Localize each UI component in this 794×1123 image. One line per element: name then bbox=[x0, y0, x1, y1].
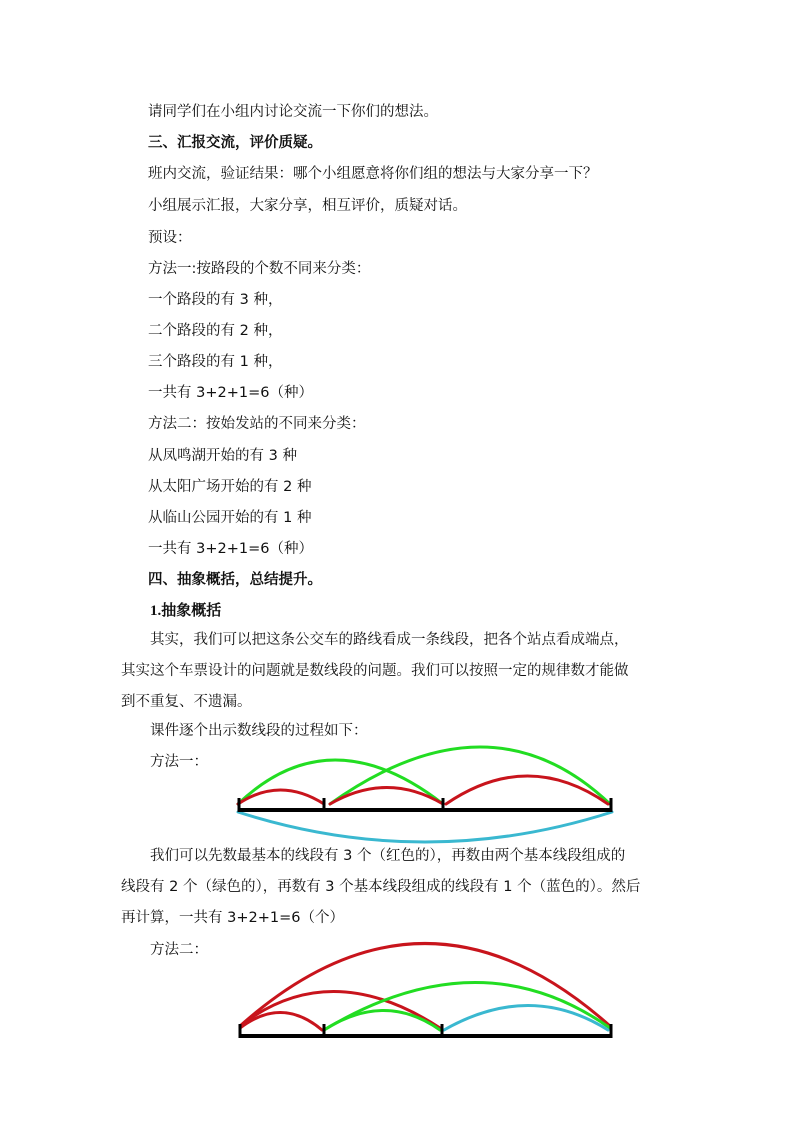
paragraph-explain-line1: 我们可以先数最基本的线段有 3 个（红色的），再数由两个基本线段组成的 bbox=[150, 848, 626, 864]
paragraph-explain-line2: 线段有 2 个（绿色的），再数有 3 个基本线段组成的线段有 1 个（蓝色的）。然后 bbox=[121, 879, 641, 895]
segment-diagram-method1 bbox=[230, 736, 620, 846]
method2-title: 方法二：按始发站的不同来分类： bbox=[148, 416, 366, 432]
arc-green-2 bbox=[330, 747, 610, 804]
method2-line2: 从太阳广场开始的有 2 种 bbox=[148, 479, 312, 495]
method2-line1: 从凤鸣湖开始的有 3 种 bbox=[148, 448, 297, 464]
method2-line3: 从临山公园开始的有 1 种 bbox=[148, 510, 312, 526]
figure1-label: 方法一： bbox=[150, 754, 208, 770]
method1-line1: 一个路段的有 3 种， bbox=[148, 292, 283, 308]
segment-diagram-method2 bbox=[230, 926, 620, 1046]
method1-line2: 二个路段的有 2 种， bbox=[148, 323, 283, 339]
subheading-abstract: 1.抽象概括 bbox=[150, 603, 222, 619]
paragraph-group-report: 小组展示汇报，大家分享，相互评价，质疑对话。 bbox=[148, 198, 467, 214]
paragraph-abstract-line1: 其实，我们可以把这条公交车的路线看成一条线段，把各个站点看成端点， bbox=[150, 632, 629, 648]
heading-summary: 四、抽象概括，总结提升。 bbox=[148, 572, 322, 588]
arc-red-3 bbox=[446, 776, 608, 804]
figure2-label: 方法二： bbox=[150, 942, 208, 958]
method1-total: 一共有 3+2+1=6（种） bbox=[148, 385, 313, 401]
paragraph-discuss: 请同学们在小组内讨论交流一下你们的想法。 bbox=[148, 104, 438, 120]
method1-line3: 三个路段的有 1 种， bbox=[148, 354, 283, 370]
method1-title: 方法一:按路段的个数不同来分类： bbox=[148, 261, 371, 277]
paragraph-courseware: 课件逐个出示数线段的过程如下： bbox=[150, 723, 368, 739]
paragraph-abstract-line3: 到不重复、不遗漏。 bbox=[121, 694, 252, 710]
method2-total: 一共有 3+2+1=6（种） bbox=[148, 541, 313, 557]
paragraph-class-exchange: 班内交流，验证结果：哪个小组愿意将你们组的想法与大家分享一下？ bbox=[148, 166, 598, 182]
paragraph-abstract-line2: 其实这个车票设计的问题就是数线段的问题。我们可以按照一定的规律数才能做 bbox=[121, 663, 629, 679]
arc-green-outer bbox=[324, 982, 610, 1030]
heading-report: 三、汇报交流，评价质疑。 bbox=[148, 135, 322, 151]
arc-green-small bbox=[324, 1011, 440, 1031]
paragraph-preset: 预设： bbox=[148, 230, 192, 246]
arc-blue-1 bbox=[238, 812, 612, 842]
paragraph-explain-line3: 再计算，一共有 3+2+1=6（个） bbox=[121, 910, 344, 926]
arc-blue-last bbox=[444, 1006, 608, 1031]
